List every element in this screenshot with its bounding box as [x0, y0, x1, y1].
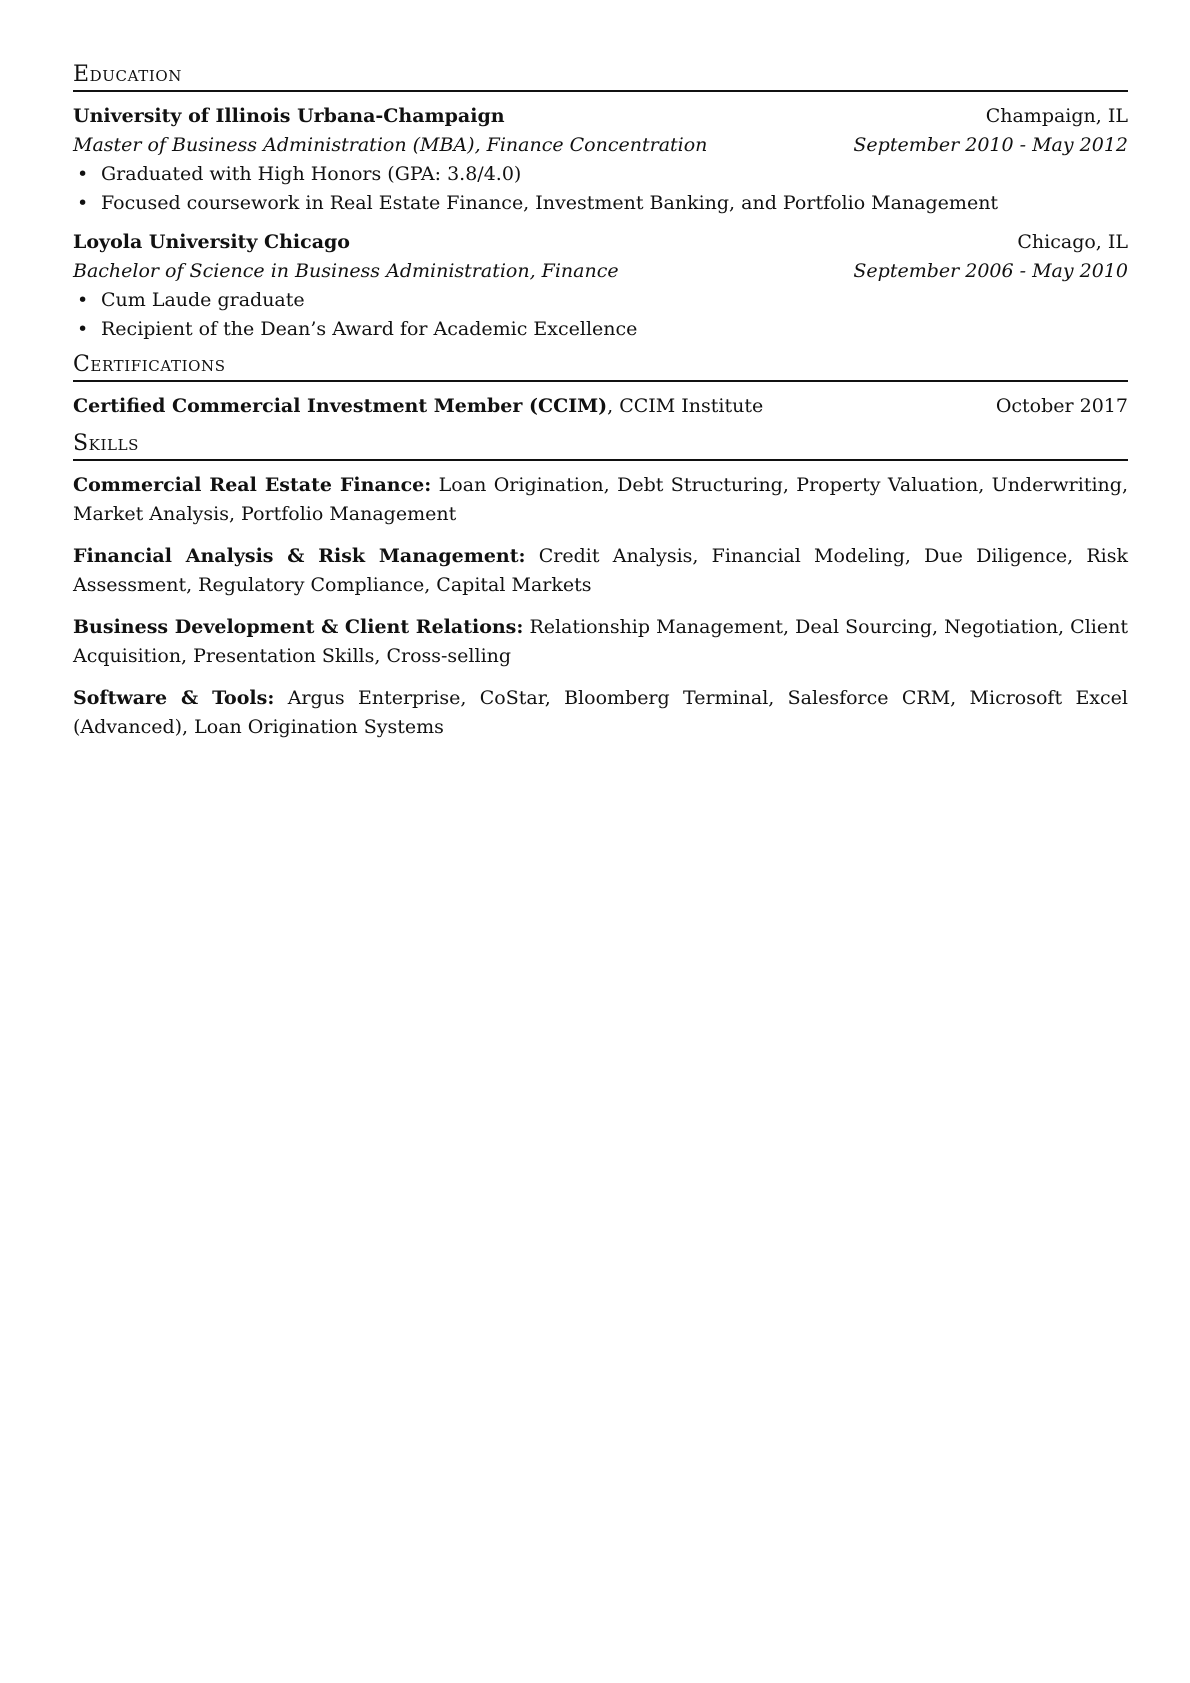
section-title-skills: Skills — [73, 431, 1128, 461]
bullet-item: • Focused coursework in Real Estate Finance, Investment Banking, and Portfolio Management — [73, 189, 1128, 218]
certification-issuer: , CCIM Institute — [607, 395, 764, 417]
education-bullets — [73, 286, 1128, 344]
certification-date: October 2017 — [995, 395, 1128, 417]
degree-title: Bachelor of Science in Business Administration, Finance — [73, 260, 619, 282]
school-location: Champaign, IL — [985, 105, 1128, 127]
degree-dates: September 2010 - May 2012 — [853, 134, 1128, 156]
skill-group-list: Loan Origination, Debt Structuring, Property Valuation, Underwriting, Market Analysis, Portfolio Management — [73, 474, 1128, 525]
skill-group-name: Commercial Real Estate Finance: — [73, 474, 432, 496]
degree-dates: September 2006 - May 2010 — [853, 260, 1128, 282]
skill-group-list: Argus Enterprise, CoStar, Bloomberg Terminal, Salesforce CRM, Microsoft Excel (Advanced), Loan Origination Systems — [73, 687, 1128, 738]
bullet-item: • Graduated with High Honors (GPA: 3.8/4.0) — [73, 160, 1128, 189]
skill-group-name: Business Development & Client Relations: — [73, 616, 524, 638]
school-name: Loyola University Chicago — [73, 231, 350, 253]
skill-group — [73, 613, 1128, 671]
skills-section — [73, 431, 1128, 742]
certification-name: Certified Commercial Investment Member (CCIM) — [73, 395, 608, 417]
resume-page — [73, 62, 1128, 755]
education-bullets — [73, 160, 1128, 218]
skill-group — [73, 471, 1128, 529]
skill-group-list: Relationship Management, Deal Sourcing, Negotiation, Client Acquisition, Presentation Skills, Cross-selling — [73, 616, 1128, 667]
skill-group — [73, 684, 1128, 742]
certification-entry — [73, 392, 1128, 421]
bullet-item: • Cum Laude graduate — [73, 286, 1128, 315]
education-section — [73, 62, 1128, 344]
bullet-item: • Recipient of the Dean’s Award for Academic Excellence — [73, 315, 1128, 344]
degree-title: Master of Business Administration (MBA), Finance Concentration — [73, 134, 708, 156]
education-entry — [73, 228, 1128, 344]
school-name: University of Illinois Urbana-Champaign — [73, 105, 505, 127]
skill-group — [73, 542, 1128, 600]
certifications-section — [73, 352, 1128, 421]
school-location: Chicago, IL — [1017, 231, 1128, 253]
skill-group-name: Software & Tools: — [73, 687, 275, 709]
education-entry — [73, 102, 1128, 218]
section-title-education: Education — [73, 62, 1128, 92]
section-title-certifications: Certifications — [73, 352, 1128, 382]
skill-group-name: Financial Analysis & Risk Management: — [73, 545, 526, 567]
skill-group-list: Credit Analysis, Financial Modeling, Due Diligence, Risk Assessment, Regulatory Compliance, Capital Markets — [73, 545, 1128, 596]
